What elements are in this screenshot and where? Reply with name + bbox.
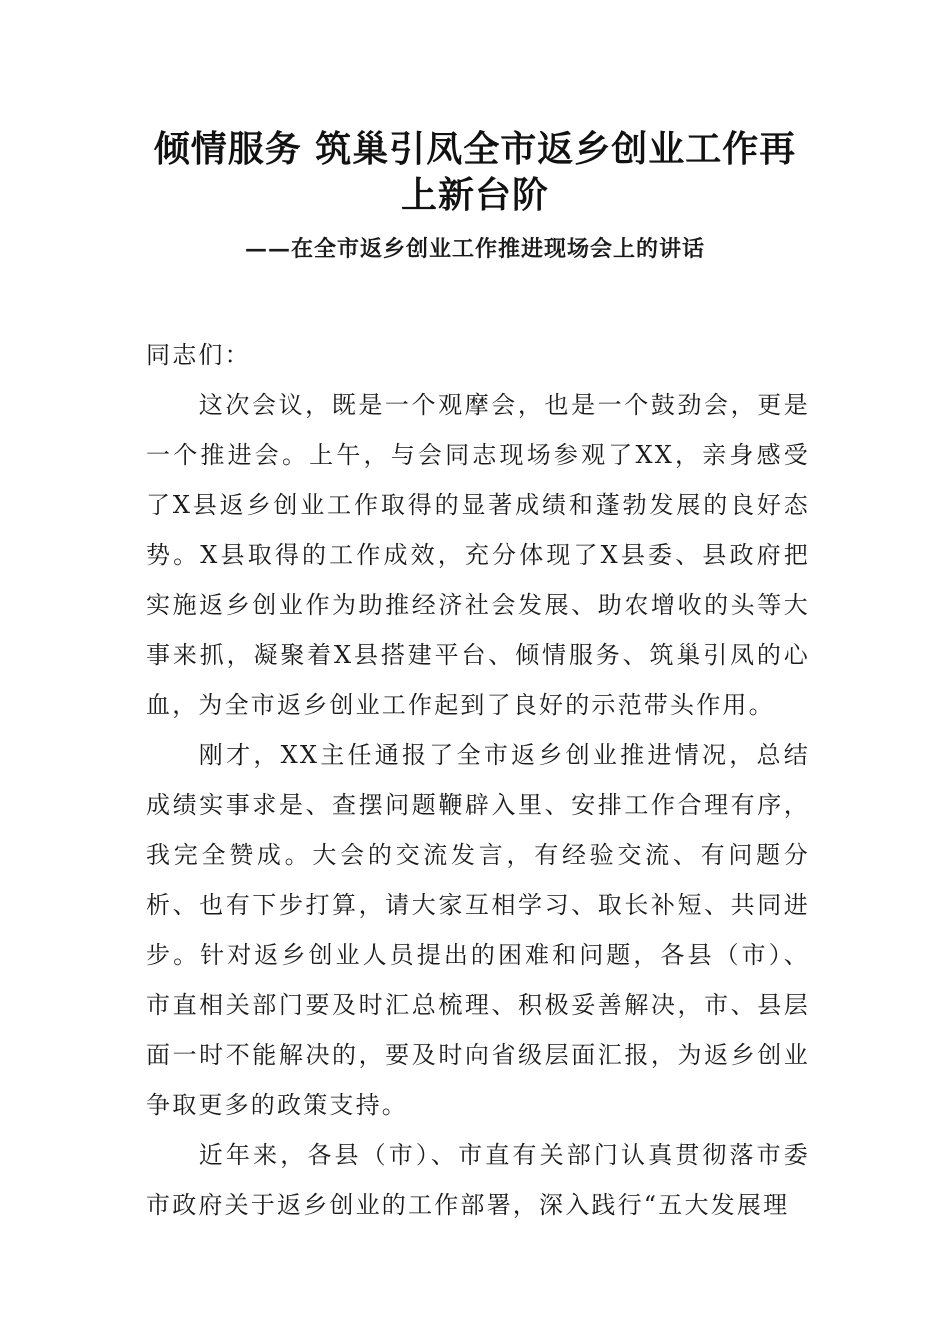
salutation: 同志们：: [146, 341, 251, 369]
document-title: 倾情服务 筑巢引凤全市返乡创业工作再上新台阶: [153, 128, 797, 216]
paragraph-2: 刚才，XX主任通报了全市返乡创业推进情况，总结成绩实事求是、查摆问题鞭辟入里、安排工作合理有序，我完全赞成。大会的交流发言，有经验交流、有问题分析、也有下步打算，请大家互相学习、取长补短、共同进步。针对返乡创业人员提出的困难和问题，各县（市）、市直相关部门要及时汇总梳理、积极妥善解决，市、县层面一时不能解决的，要及时向省级层面汇报，为返乡创业争取更多的政策支持。: [146, 741, 810, 1119]
document-subtitle: ——在全市返乡创业工作推进现场会上的讲话: [244, 236, 705, 262]
document-body: [146, 330, 810, 1230]
paragraph-3: 近年来，各县（市）、市直有关部门认真贯彻落市委市政府关于返乡创业的工作部署，深入践行“五大发展理: [146, 1141, 810, 1219]
paragraph-1: 这次会议，既是一个观摩会，也是一个鼓劲会，更是一个推进会。上午，与会同志现场参观了XX，亲身感受了X县返乡创业工作取得的显著成绩和蓬勃发展的良好态势。X县取得的工作成效，充分体现了X县委、县政府把实施返乡创业作为助推经济社会发展、助农增收的头等大事来抓，凝聚着X县搭建平台、倾情服务、筑巢引凤的心血，为全市返乡创业工作起到了良好的示范带头作用。: [146, 391, 810, 719]
